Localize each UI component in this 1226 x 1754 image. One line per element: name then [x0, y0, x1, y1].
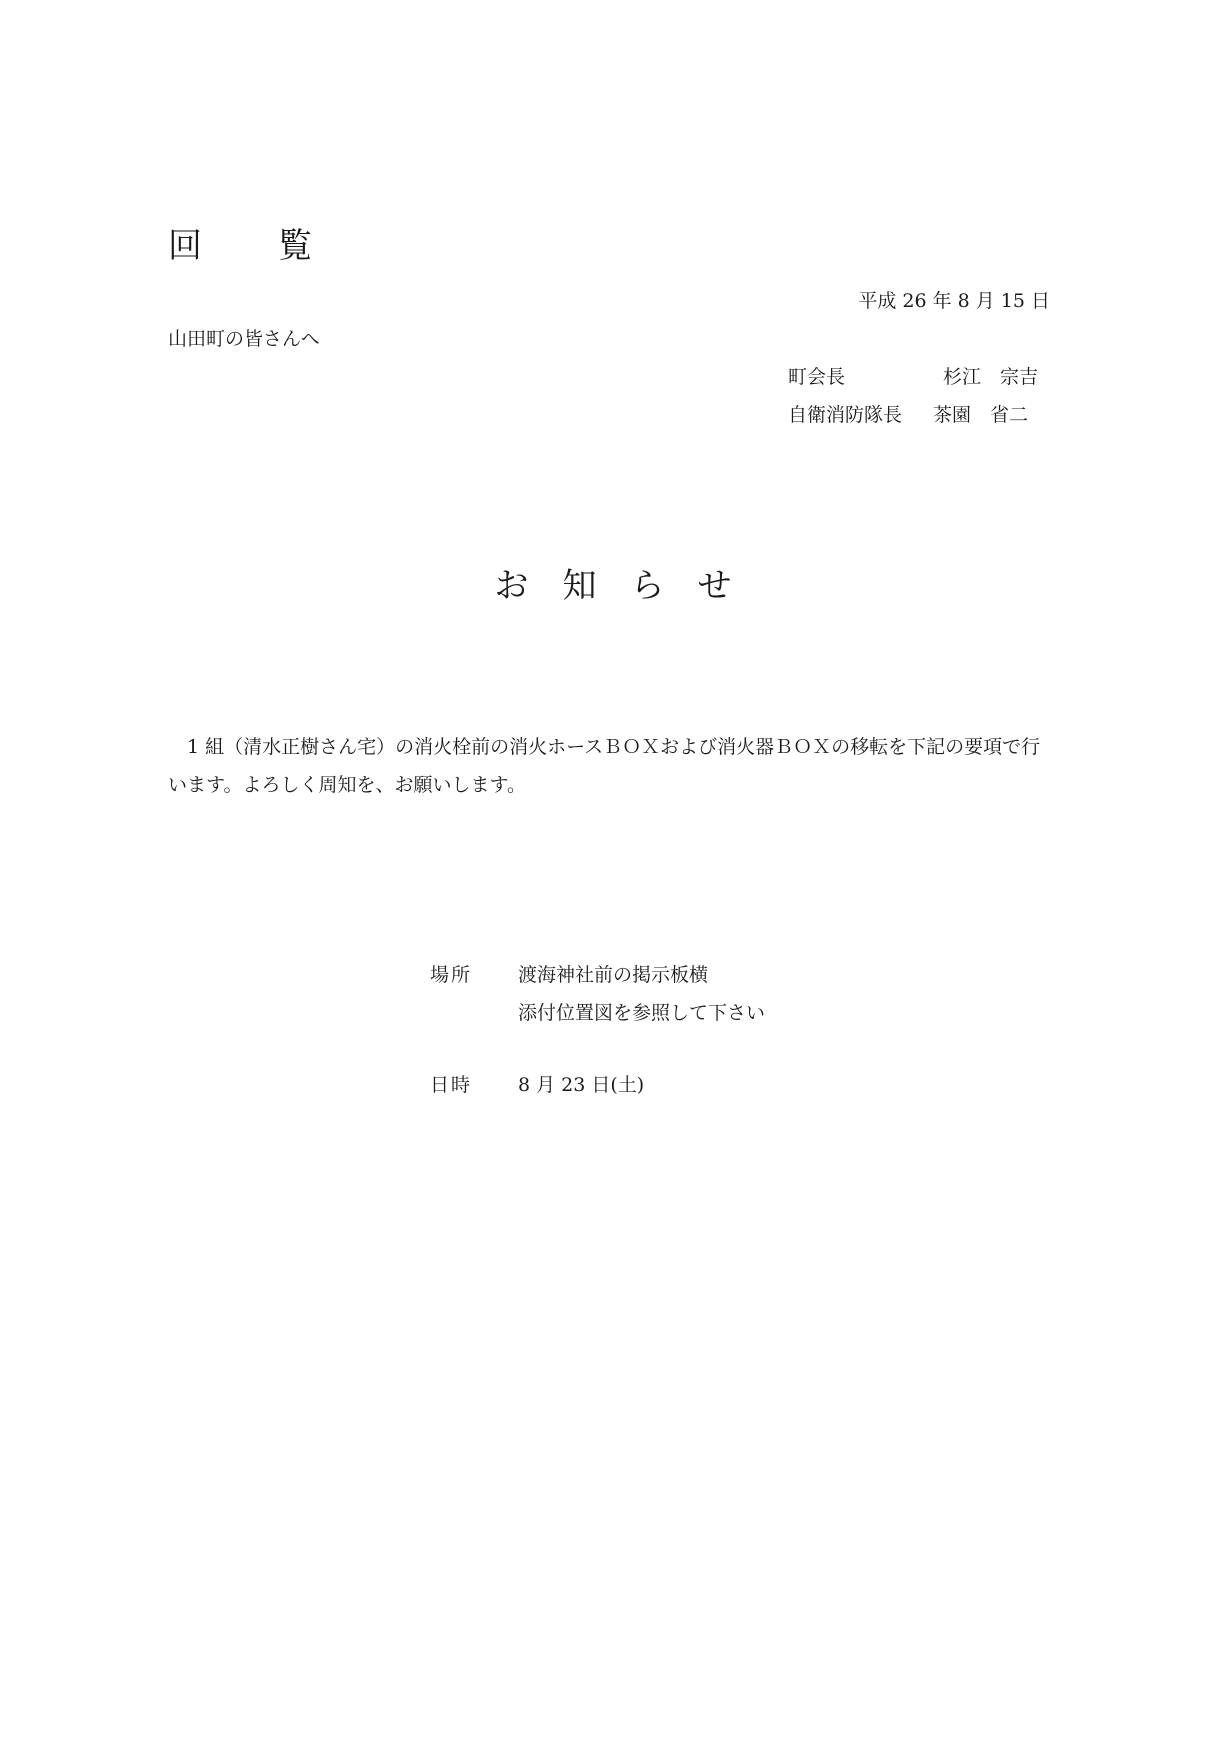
- sender-name: 茶園 省二: [933, 404, 1029, 426]
- time-label: 日時: [430, 1074, 473, 1096]
- sender-chairman: [788, 362, 1038, 389]
- recipient: 山田町の皆さんへ: [168, 328, 320, 350]
- sender-role: 町会長: [788, 366, 846, 388]
- notice-heading: お知らせ: [494, 566, 766, 606]
- place-note: 添付位置図を参照して下さい: [518, 1002, 766, 1024]
- sender-fire-captain: [788, 400, 1028, 427]
- place-value: 渡海神社前の掲示板横: [518, 964, 709, 986]
- place-label: 場所: [430, 964, 473, 986]
- time-value: 8 月 23 日(土): [518, 1074, 645, 1096]
- notice-body: 1 組（清水正樹さん宅）の消火栓前の消火ホースＢＯＸおよび消火器ＢＯＸの移転を下記の要項で行います。よろしく周知を、お願いします。: [168, 736, 1041, 796]
- circular-title: 回覧: [168, 226, 388, 266]
- document-date: 平成 26 年 8 月 15 日: [858, 290, 1050, 312]
- sender-name: 杉江 宗吉: [943, 366, 1039, 388]
- sender-role: 自衛消防隊長: [788, 404, 903, 426]
